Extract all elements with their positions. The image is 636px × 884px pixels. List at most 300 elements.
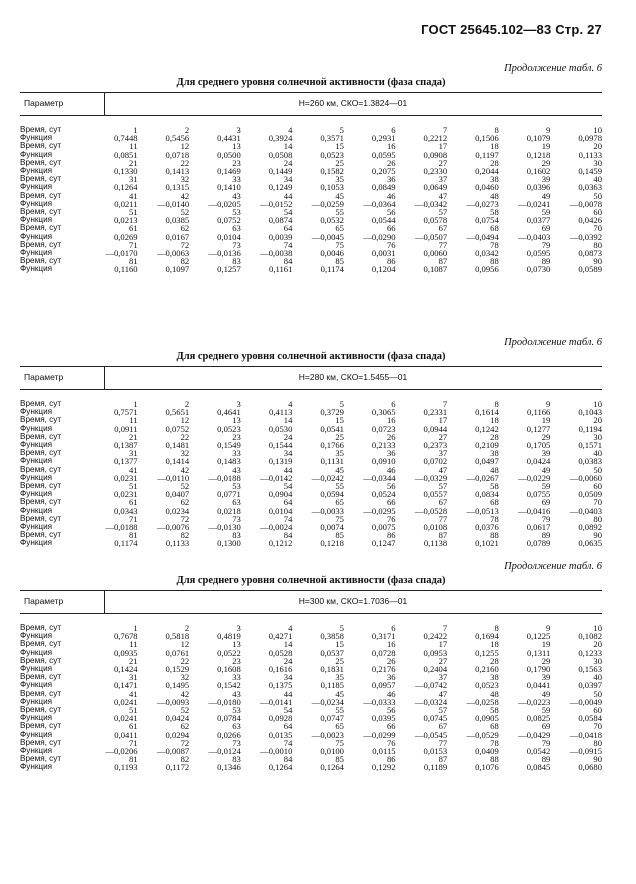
data-table <box>20 624 602 772</box>
row-label: Функция <box>20 440 53 450</box>
table-cell: 40 <box>593 174 602 185</box>
table-cell: 59 <box>541 207 551 218</box>
data-table <box>20 126 602 274</box>
table-row <box>20 200 602 208</box>
table-cell: 41 <box>129 464 138 475</box>
table-cell: 0,1212 <box>268 538 293 549</box>
table-cell: —0,0418 <box>569 729 602 740</box>
table-cell: 17 <box>438 639 448 650</box>
table-cell: 0,0441 <box>526 680 551 691</box>
table-row <box>20 657 602 665</box>
table-cell: 68 <box>490 721 499 732</box>
table-cell: 0,1185 <box>320 680 344 691</box>
table-cell: 0,1471 <box>113 680 138 691</box>
table-cell: 53 <box>232 207 241 218</box>
table-cell: 21 <box>129 157 138 168</box>
table-cell: 0,5818 <box>165 631 190 642</box>
table-cell: —0,0507 <box>414 231 448 242</box>
table-cell: —0,0513 <box>466 505 499 516</box>
table-cell: 0,0905 <box>475 713 499 724</box>
table-cell: 0,1694 <box>475 631 499 642</box>
table-cell: —0,0915 <box>569 746 602 757</box>
table-cell: —0,0188 <box>105 522 138 533</box>
table-cell: 0,2422 <box>423 631 448 642</box>
table-cell: —0,0140 <box>156 198 190 209</box>
row-label: Функция <box>20 472 53 482</box>
table-cell: 82 <box>180 530 190 541</box>
table-cell: 66 <box>386 223 396 234</box>
table-cell: 74 <box>283 239 293 250</box>
table-cell: 25 <box>335 431 344 442</box>
table-cell: 0,0544 <box>371 215 396 226</box>
table-cell: 59 <box>541 481 551 492</box>
parameter-values: Н=300 км, СКО=1.7036—01 <box>298 596 408 606</box>
table-cell: 0,0789 <box>526 538 551 549</box>
table-row <box>20 731 602 739</box>
table-cell: 0,0649 <box>423 182 448 193</box>
table-cell: 43 <box>232 190 241 201</box>
table-cell: 2 <box>184 125 190 135</box>
table-cell: 0,5651 <box>165 407 190 418</box>
table-cell: 50 <box>593 688 602 699</box>
table-cell: —0,0529 <box>466 729 499 740</box>
table-cell: 65 <box>335 223 344 234</box>
table-cell: 0,2212 <box>423 133 448 144</box>
table-cell: 64 <box>283 223 293 234</box>
table-cell: 0,1375 <box>268 680 293 691</box>
table-cell: 32 <box>180 448 190 459</box>
table-cell: 60 <box>593 705 602 716</box>
row-label: Функция <box>20 489 53 499</box>
table-cell: —0,0267 <box>466 472 499 483</box>
table-cell: 0,1264 <box>320 762 344 773</box>
table-cell: —0,0170 <box>105 248 138 259</box>
table-cell: 0,2373 <box>423 440 448 451</box>
table-row <box>20 665 602 673</box>
table-cell: 71 <box>129 737 138 748</box>
table-cell: 0,0231 <box>113 489 138 500</box>
table-cell: 27 <box>438 157 448 168</box>
table-cell: 7 <box>442 125 448 135</box>
table-cell: 38 <box>490 672 499 683</box>
table-cell: 74 <box>283 513 293 524</box>
table-row <box>20 698 602 706</box>
table-cell: 68 <box>490 497 499 508</box>
table-cell: 72 <box>180 513 190 524</box>
table-section <box>20 560 602 772</box>
table-cell: 47 <box>438 688 448 699</box>
table-cell: 81 <box>129 754 138 765</box>
table-cell: 0,2044 <box>475 166 499 177</box>
table-cell: 0,1133 <box>165 538 190 549</box>
table-cell: 0,1218 <box>320 538 344 549</box>
row-label: Время, сут <box>20 721 62 731</box>
table-cell: 6 <box>391 623 396 633</box>
table-cell: 46 <box>386 190 396 201</box>
table-cell: 36 <box>386 672 396 683</box>
table-cell: —0,0205 <box>208 198 241 209</box>
table-cell: 89 <box>541 256 551 267</box>
table-row <box>20 425 602 433</box>
table-cell: 0,0074 <box>320 522 344 533</box>
table-row <box>20 265 602 273</box>
table-cell: —0,0290 <box>363 231 396 242</box>
table-cell: 0,1247 <box>371 538 396 549</box>
row-label: Функция <box>20 746 53 756</box>
table-cell: 84 <box>283 256 293 267</box>
table-cell: 19 <box>541 639 551 650</box>
table-cell: 0,3171 <box>371 631 396 642</box>
table-cell: —0,0403 <box>518 231 551 242</box>
table-cell: 6 <box>391 399 396 409</box>
table-cell: 0,1831 <box>320 664 344 675</box>
row-label: Время, сут <box>20 174 62 184</box>
table-cell: 3 <box>236 399 241 409</box>
table-cell: 2 <box>184 623 190 633</box>
table-cell: 54 <box>283 207 293 218</box>
table-cell: 5 <box>339 399 344 409</box>
table-cell: 17 <box>438 415 448 426</box>
table-cell: 42 <box>180 464 190 475</box>
table-cell: 0,1529 <box>165 664 190 675</box>
table-cell: 51 <box>129 207 138 218</box>
table-cell: —0,0076 <box>156 522 190 533</box>
table-cell: 0,0957 <box>371 680 396 691</box>
table-cell: 36 <box>386 448 396 459</box>
parameter-header: Параметр <box>24 372 64 382</box>
row-label: Время, сут <box>20 190 62 200</box>
table-cell: 25 <box>335 655 344 666</box>
table-cell: 0,1616 <box>268 664 293 675</box>
table-cell: 0,0343 <box>113 505 138 516</box>
table-cell: 63 <box>232 721 241 732</box>
table-cell: 0,2176 <box>371 664 396 675</box>
table-cell: 0,1387 <box>113 440 138 451</box>
table-cell: 0,0617 <box>526 522 551 533</box>
table-cell: 35 <box>335 174 344 185</box>
table-cell: 0,1166 <box>527 407 551 418</box>
table-cell: 28 <box>490 157 499 168</box>
row-label: Функция <box>20 713 53 723</box>
row-label: Время, сут <box>20 672 62 682</box>
table-cell: 0,1544 <box>268 440 293 451</box>
row-label: Функция <box>20 647 53 657</box>
table-cell: 0,1160 <box>114 264 138 275</box>
table-cell: 0,0523 <box>475 680 499 691</box>
row-label: Функция <box>20 182 53 192</box>
table-cell: —0,0087 <box>156 746 190 757</box>
table-cell: 2 <box>184 399 190 409</box>
table-cell: —0,0528 <box>414 505 448 516</box>
table-cell: —0,0242 <box>311 472 344 483</box>
table-cell: 0,4431 <box>217 133 241 144</box>
table-cell: 0,0407 <box>165 489 190 500</box>
table-cell: 57 <box>438 705 448 716</box>
table-cell: 78 <box>490 737 499 748</box>
row-label: Функция <box>20 505 53 515</box>
table-cell: 81 <box>129 256 138 267</box>
table-cell: 0,1766 <box>320 440 344 451</box>
table-cell: 0,0910 <box>371 456 396 467</box>
table-cell: 34 <box>283 174 293 185</box>
table-cell: 0,0892 <box>578 522 602 533</box>
table-cell: 11 <box>129 415 138 426</box>
table-row <box>20 449 602 457</box>
table-cell: —0,0024 <box>260 522 293 533</box>
table-cell: —0,0429 <box>518 729 551 740</box>
table-cell: 65 <box>335 721 344 732</box>
table-cell: 71 <box>129 513 138 524</box>
row-label: Время, сут <box>20 207 62 217</box>
table-cell: 73 <box>232 239 241 250</box>
table-cell: 58 <box>490 207 499 218</box>
table-cell: 4 <box>288 623 293 633</box>
table-cell: 0,0978 <box>578 133 602 144</box>
table-cell: 55 <box>335 705 344 716</box>
continuation-note: Продолжение табл. 6 <box>504 63 602 74</box>
table-cell: 1 <box>133 399 138 409</box>
table-cell: 37 <box>438 174 448 185</box>
table-cell: 0,2931 <box>371 133 396 144</box>
table-cell: 0,0218 <box>217 505 241 516</box>
table-title: Для среднего уровня солнечной активности (фаза спада) <box>176 77 446 88</box>
table-cell: 45 <box>335 688 344 699</box>
table-cell: 0,0211 <box>114 198 138 209</box>
row-label: Время, сут <box>20 239 62 249</box>
table-cell: 1 <box>133 125 138 135</box>
table-cell: 1 <box>133 623 138 633</box>
table-cell: 55 <box>335 207 344 218</box>
table-cell: 0,1319 <box>268 456 293 467</box>
table-cell: 0,0383 <box>578 456 602 467</box>
table-cell: 0,0060 <box>423 248 448 259</box>
table-cell: 52 <box>180 207 190 218</box>
table-row <box>20 233 602 241</box>
table-cell: 86 <box>386 754 396 765</box>
table-cell: —0,0110 <box>157 472 190 483</box>
table-cell: 0,1204 <box>371 264 396 275</box>
table-row <box>20 649 602 657</box>
table-cell: 0,0031 <box>371 248 396 259</box>
table-cell: 11 <box>129 639 138 650</box>
table-cell: 45 <box>335 464 344 475</box>
table-cell: —0,0010 <box>260 746 293 757</box>
table-row <box>20 722 602 730</box>
table-cell: 78 <box>490 513 499 524</box>
table-cell: 63 <box>232 223 241 234</box>
table-cell: 0,0234 <box>165 505 190 516</box>
table-cell: 4 <box>288 125 293 135</box>
table-cell: 0,0046 <box>320 248 344 259</box>
table-cell: 68 <box>490 223 499 234</box>
table-row <box>20 416 602 424</box>
table-cell: 30 <box>593 157 602 168</box>
table-cell: 49 <box>541 688 551 699</box>
table-cell: 0,0904 <box>268 489 293 500</box>
table-cell: 47 <box>438 464 448 475</box>
table-cell: 79 <box>541 737 551 748</box>
table-cell: 35 <box>335 672 344 683</box>
table-cell: 67 <box>438 223 448 234</box>
table-cell: 14 <box>283 141 293 152</box>
table-cell: 73 <box>232 737 241 748</box>
table-cell: 69 <box>541 721 551 732</box>
table-cell: 44 <box>283 190 293 201</box>
table-cell: 0,0935 <box>113 647 138 658</box>
table-cell: 0,0460 <box>475 182 499 193</box>
table-cell: 15 <box>335 415 344 426</box>
table-cell: 18 <box>490 415 499 426</box>
table-cell: 0,2075 <box>371 166 396 177</box>
table-cell: 0,1705 <box>526 440 551 451</box>
table-cell: 0,0167 <box>165 231 190 242</box>
table-cell: 0,0584 <box>578 713 602 724</box>
table-cell: 48 <box>490 464 499 475</box>
table-cell: 0,1506 <box>475 133 499 144</box>
table-cell: 0,2160 <box>475 664 499 675</box>
table-cell: 0,0342 <box>475 248 499 259</box>
parameter-values: Н=280 км, СКО=1.5455—01 <box>298 372 408 382</box>
row-label: Время, сут <box>20 464 62 474</box>
table-cell: 8 <box>494 399 499 409</box>
table-cell: 89 <box>541 754 551 765</box>
table-title: Для среднего уровня солнечной активности (фаза спада) <box>176 575 446 586</box>
table-cell: 26 <box>386 655 396 666</box>
table-cell: 42 <box>180 190 190 201</box>
table-cell: 85 <box>335 754 344 765</box>
table-cell: 0,3858 <box>320 631 344 642</box>
table-cell: 0,0541 <box>320 423 344 434</box>
table-cell: 28 <box>490 655 499 666</box>
table-cell: 19 <box>541 141 551 152</box>
table-row <box>20 466 602 474</box>
table-cell: 0,0595 <box>526 248 551 259</box>
row-label: Время, сут <box>20 639 62 649</box>
table-cell: 0,1542 <box>217 680 241 691</box>
row-label: Время, сут <box>20 655 62 665</box>
row-label: Функция <box>20 680 53 690</box>
table-cell: 0,0411 <box>114 729 138 740</box>
table-cell: 0,1563 <box>578 664 602 675</box>
table-cell: 88 <box>490 256 499 267</box>
table-cell: 0,3065 <box>371 407 396 418</box>
table-cell: 19 <box>541 415 551 426</box>
table-row <box>20 747 602 755</box>
table-cell: 34 <box>283 448 293 459</box>
table-cell: 60 <box>593 481 602 492</box>
row-label: Время, сут <box>20 157 62 167</box>
table-cell: 71 <box>129 239 138 250</box>
table-cell: 0,1608 <box>217 664 241 675</box>
table-cell: 62 <box>180 497 190 508</box>
table-cell: 35 <box>335 448 344 459</box>
row-label: Функция <box>20 538 53 548</box>
table-cell: 84 <box>283 530 293 541</box>
table-cell: 22 <box>180 655 190 666</box>
table-cell: 50 <box>593 190 602 201</box>
table-row <box>20 441 602 449</box>
table-cell: 0,1582 <box>320 166 344 177</box>
table-cell: 0,2109 <box>475 440 499 451</box>
table-cell: 0,1194 <box>578 423 602 434</box>
table-cell: 13 <box>232 415 241 426</box>
table-cell: 82 <box>180 754 190 765</box>
table-row <box>20 490 602 498</box>
table-cell: 24 <box>283 655 293 666</box>
table-row <box>20 249 602 257</box>
table-cell: 38 <box>490 448 499 459</box>
table-cell: 0,1249 <box>268 182 293 193</box>
table-cell: 0,0424 <box>165 713 190 724</box>
table-cell: 10 <box>593 399 602 409</box>
table-cell: 0,0537 <box>320 647 344 658</box>
table-cell: 37 <box>438 448 448 459</box>
table-cell: —0,0241 <box>518 198 551 209</box>
table-cell: —0,0130 <box>208 522 241 533</box>
table-cell: 56 <box>386 481 396 492</box>
table-cell: 0,1413 <box>165 166 190 177</box>
table-cell: —0,0206 <box>105 746 138 757</box>
table-cell: 23 <box>232 157 241 168</box>
table-cell: 0,4113 <box>269 407 293 418</box>
table-cell: 49 <box>541 190 551 201</box>
table-cell: 0,1330 <box>113 166 138 177</box>
table-cell: 83 <box>232 256 241 267</box>
row-label: Время, сут <box>20 688 62 698</box>
table-row <box>20 400 602 408</box>
continuation-note: Продолжение табл. 6 <box>504 337 602 348</box>
table-cell: 0,0530 <box>268 423 293 434</box>
table-cell: —0,0333 <box>363 696 396 707</box>
table-cell: 40 <box>593 448 602 459</box>
table-cell: 0,0578 <box>423 215 448 226</box>
table-cell: 65 <box>335 497 344 508</box>
table-cell: 80 <box>593 737 602 748</box>
table-cell: 0,1292 <box>371 762 396 773</box>
table-title: Для среднего уровня солнечной активности (фаза спада) <box>176 351 446 362</box>
table-cell: 82 <box>180 256 190 267</box>
table-cell: —0,0742 <box>414 680 448 691</box>
row-label: Время, сут <box>20 431 62 441</box>
table-cell: 0,0508 <box>268 149 293 160</box>
table-cell: 0,0784 <box>217 713 241 724</box>
row-label: Время, сут <box>20 223 62 233</box>
table-cell: 58 <box>490 705 499 716</box>
table-cell: 70 <box>593 721 602 732</box>
table-row <box>20 208 602 216</box>
table-cell: 0,1377 <box>113 456 138 467</box>
table-row <box>20 755 602 763</box>
table-cell: 0,2331 <box>423 407 448 418</box>
table-cell: 0,1424 <box>113 664 138 675</box>
table-cell: 0,0635 <box>578 538 602 549</box>
table-row <box>20 183 602 191</box>
table-cell: 51 <box>129 705 138 716</box>
table-cell: 29 <box>541 157 551 168</box>
table-cell: 40 <box>593 672 602 683</box>
table-row <box>20 457 602 465</box>
table-cell: —0,0273 <box>466 198 499 209</box>
table-cell: 27 <box>438 431 448 442</box>
table-cell: 36 <box>386 174 396 185</box>
table-cell: —0,0141 <box>260 696 293 707</box>
table-cell: 55 <box>335 481 344 492</box>
table-cell: 64 <box>283 497 293 508</box>
table-cell: 0,1138 <box>423 538 448 549</box>
table-row <box>20 175 602 183</box>
table-cell: 0,1076 <box>475 762 499 773</box>
table-cell: 9 <box>546 125 551 135</box>
